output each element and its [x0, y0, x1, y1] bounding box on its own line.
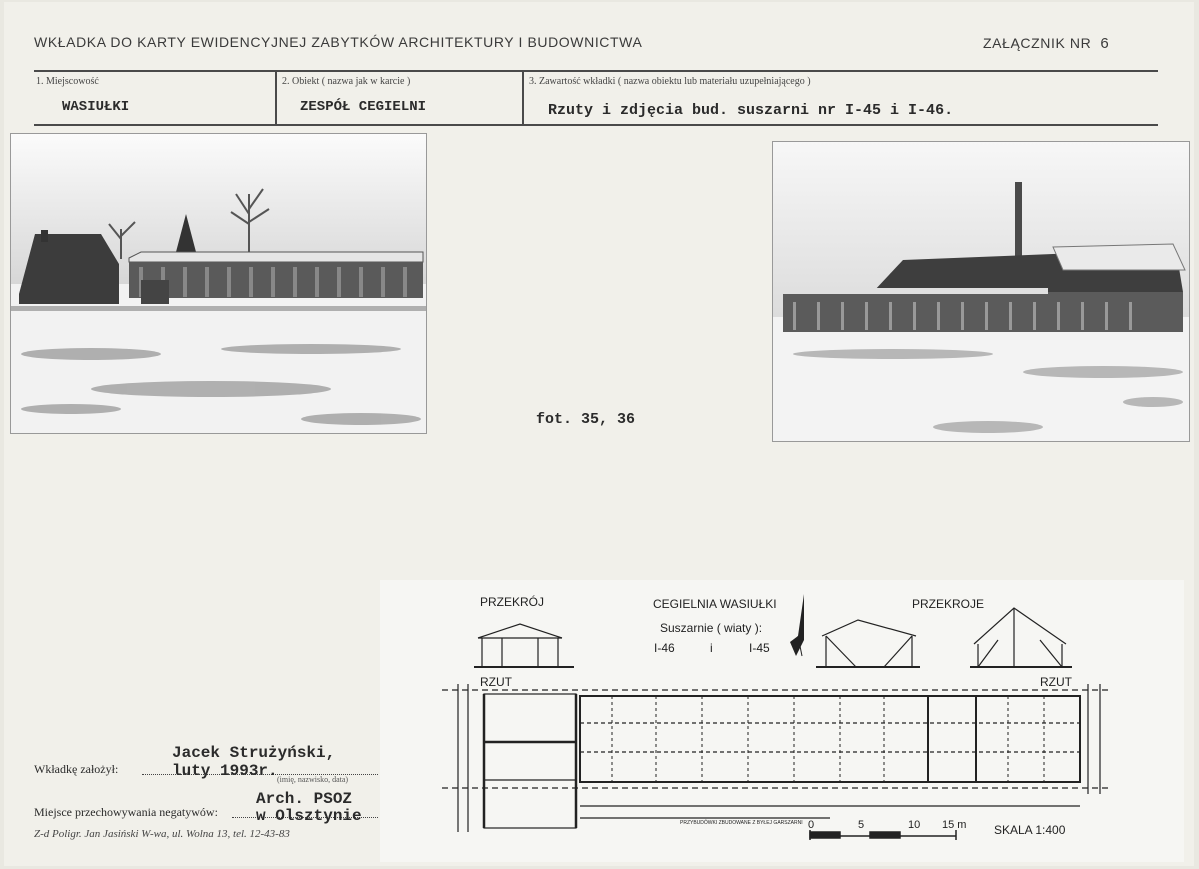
- scale-tick-0: 0: [808, 819, 815, 831]
- scale-tick-10: 10: [908, 819, 921, 831]
- field-divider-2: [522, 70, 524, 125]
- photo-caption: fot. 35, 36: [536, 411, 636, 428]
- plan-label-right: RZUT: [1040, 675, 1072, 689]
- plan-label-i46: I-46: [654, 641, 675, 655]
- founder-hint: (imię, nazwisko, data): [277, 775, 349, 784]
- photo-drying-shed-left: [10, 133, 427, 434]
- scale-tick-15m: 15 m: [942, 819, 967, 831]
- plan-label-i45: I-45: [749, 641, 770, 655]
- plan-subtitle: Suszarnie ( wiaty ):: [660, 621, 763, 635]
- plan-note: PRZYBUDÓWKI ZBUDOWANE Z BYŁEJ GARSZARNI: [680, 820, 803, 826]
- printer-imprint: Z-d Poligr. Jan Jasiński W-wa, ul. Wolna 13, tel. 12-43-83: [34, 828, 290, 840]
- field3-label: 3. Zawartość wkładki ( nazwa obiektu lub materiału uzupełniającego ): [529, 76, 811, 87]
- sections-title-right: PRZEKROJE: [912, 597, 985, 611]
- field2-value: ZESPÓŁ CEGIELNI: [300, 99, 427, 115]
- founder-date: luty 1993r.: [172, 762, 278, 780]
- header-rule: [34, 70, 1158, 72]
- field1-value: WASIUŁKI: [62, 99, 130, 115]
- form-title: WKŁADKA DO KARTY EWIDENCYJNEJ ZABYTKÓW ARCHITEKTURY I BUDOWNICTWA: [34, 34, 643, 50]
- negatives-value-2: w Olsztynie: [256, 807, 362, 825]
- field-divider-1: [275, 70, 277, 125]
- founder-label: Wkładkę założył:: [34, 762, 119, 776]
- scale-tick-5: 5: [858, 819, 865, 831]
- field2-label: 2. Obiekt ( nazwa jak w karcie ): [282, 76, 411, 87]
- founder-name: Jacek Strużyński,: [172, 744, 336, 762]
- field3-value: Rzuty i zdjęcia bud. suszarni nr I-45 i I-46.: [548, 102, 954, 119]
- fields-rule: [34, 124, 1158, 126]
- scale-label: SKALA 1:400: [994, 823, 1066, 837]
- attachment-label: ZAŁĄCZNIK NR 6: [983, 35, 1110, 52]
- floor-plan-drawing: [380, 580, 1184, 862]
- negatives-label: Miejsce przechowywania negatywów:: [34, 805, 218, 819]
- section-title-left: PRZEKRÓJ: [480, 595, 545, 609]
- plan-title: CEGIELNIA WASIUŁKI: [653, 597, 777, 611]
- field1-label: 1. Miejscowość: [36, 76, 99, 87]
- plan-label-left: RZUT: [480, 675, 512, 689]
- photo-drying-shed-right: [772, 141, 1190, 442]
- plan-label-i: i: [710, 641, 713, 655]
- negatives-value-1: Arch. PSOZ: [256, 790, 353, 808]
